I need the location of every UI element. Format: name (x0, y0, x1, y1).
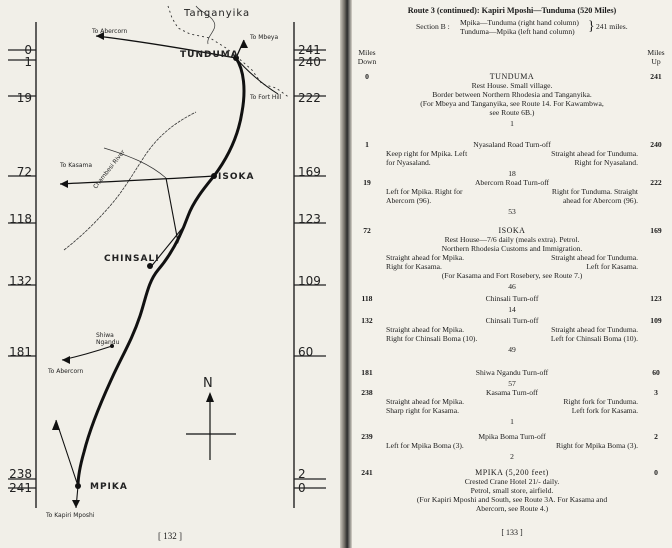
distance-to-next: 14 (508, 305, 516, 314)
entry-directions (352, 196, 672, 205)
entry-line: Abercorn, see Route 4.) (475, 504, 549, 513)
entry-name: TUNDUMA (489, 72, 535, 81)
direction-up: Right for Nyasaland. (574, 158, 638, 167)
book-gutter (340, 0, 352, 548)
col-left-header (354, 48, 380, 66)
mile-right-222: 222 (298, 91, 321, 105)
mile-left-118: 118 (9, 212, 32, 226)
route-title: Route 3 (continued): Kapiri Mposhi—Tunduma (520 Miles) (407, 6, 617, 15)
mile-left-0: 0 (24, 43, 32, 57)
mile-left-181: 181 (9, 345, 32, 359)
mile-left-241: 241 (9, 481, 32, 495)
entry-directions (352, 325, 672, 334)
mile-right-240: 240 (298, 55, 321, 69)
road-chinsali-loop (166, 178, 188, 242)
direction-down: Keep right for Mpika. Left (386, 149, 468, 158)
section-label: Section B : (416, 22, 450, 31)
label-shiwa-ngandu: Shiwa Ngandu (96, 332, 120, 346)
section-total: 241 miles. (596, 22, 628, 31)
entry-directions (352, 334, 672, 343)
entry-line: Crested Crane Hotel 21/- daily. (464, 477, 560, 486)
distance-to-next: 2 (510, 452, 514, 461)
direction-up: Right for Tunduma. Straight (551, 187, 638, 196)
direction-down: Left for Mpika Boma (3). (386, 441, 464, 450)
label-to-kapiri-mposhi: To Kapiri Mposhi (46, 512, 95, 519)
distance-to-next: 18 (508, 169, 516, 178)
entry-name: Abercorn Road Turn-off (474, 178, 550, 187)
miles-down: 0 (365, 72, 369, 81)
miles-up: 60 (652, 368, 660, 377)
mile-left-132: 132 (9, 274, 32, 288)
entry-name: Kasama Turn-off (486, 388, 538, 397)
direction-down: Right for Chinsali Boma (10). (386, 334, 478, 343)
miles-down: 239 (361, 432, 373, 441)
mile-left-1: 1 (24, 55, 32, 69)
miles-up: 222 (650, 178, 662, 187)
town-mpika: MPIKA (90, 482, 128, 492)
label-to-mbeya: To Mbeya (250, 34, 279, 41)
col-left-header-line1: Miles (358, 48, 376, 57)
entry-line: Border between Northern Rhodesia and Tanganyika. (432, 90, 592, 99)
miles-down: 1 (365, 140, 369, 149)
direction-up: Left for Kasama. (586, 262, 638, 271)
miles-up: 240 (650, 140, 662, 149)
distance-to-next: 53 (508, 207, 516, 216)
road-arrows (52, 32, 248, 508)
entry-line: (For Kapiri Mposhi and South, see Route 3A. For Kasama and (416, 495, 608, 504)
mile-right-241: 241 (298, 43, 321, 57)
distance-to-next: 1 (510, 119, 514, 128)
entry-line: (For Mbeya and Tanganyika, see Route 14. For Kawambwa, (420, 99, 604, 108)
direction-down: Straight ahead for Mpika. (386, 397, 465, 406)
entry-line: Rest House—7/6 daily (meals extra). Petrol. (444, 235, 580, 244)
route-entry (352, 388, 672, 426)
entry-name: Nyasaland Road Turn-off (473, 140, 551, 149)
entry-directions (352, 158, 672, 167)
route-text-page (352, 0, 672, 548)
direction-down: Abercorn (96). (386, 196, 432, 205)
entry-name: Chinsali Turn-off (485, 294, 539, 303)
entry-line: Rest House. Small village. (471, 81, 553, 90)
route-entry (352, 432, 672, 461)
label-chambesi-river: Chambesi River (92, 148, 127, 191)
section-line-1: Mpika—Tunduma (right hand column) (460, 18, 579, 27)
compass-icon (186, 400, 236, 460)
entry-directions (352, 149, 672, 158)
col-right-header-line1: Miles (647, 48, 665, 57)
mile-left-72: 72 (16, 165, 32, 179)
direction-down: Right for Kasama. (386, 262, 442, 271)
direction-up: Right for Mpika Boma (3). (555, 441, 638, 450)
direction-down: Straight ahead for Mpika. (386, 253, 465, 262)
direction-up: Left for Chinsali Boma (10). (550, 334, 638, 343)
entry-directions (352, 397, 672, 406)
direction-up: ahead for Abercorn (96). (562, 196, 638, 205)
entry-directions (352, 187, 672, 196)
mile-right-169: 169 (298, 165, 321, 179)
distance-to-next: 46 (508, 282, 516, 291)
miles-up: 2 (654, 432, 658, 441)
entry-line: see Route 6B.) (489, 108, 535, 117)
label-to-abercorn-bottom: To Abercorn (48, 368, 84, 375)
col-right-header-line2: Up (651, 57, 661, 66)
miles-up: 109 (650, 316, 662, 325)
miles-up: 169 (650, 226, 662, 235)
label-to-kasama: To Kasama (60, 162, 93, 169)
town-tunduma: TUNDUMA (180, 50, 239, 60)
distance-to-next: 49 (508, 345, 516, 354)
route-entry (352, 226, 672, 291)
entry-tail: (For Kasama and Fort Rosebery, see Route 7.) (441, 271, 583, 280)
road-to-kasama (60, 176, 214, 184)
route-entry (352, 368, 672, 388)
entry-name: Shiwa Ngandu Turn-off (475, 368, 549, 377)
direction-down: Left for Mpika. Right for (386, 187, 463, 196)
distance-to-next: 1 (510, 417, 514, 426)
route-entry (352, 140, 672, 178)
mile-right-60: 60 (298, 345, 314, 359)
miles-up: 3 (654, 388, 658, 397)
section-line-2: Tunduma—Mpika (left hand column) (460, 27, 575, 36)
mile-right-123: 123 (298, 212, 321, 226)
entry-name: ISOKA (498, 226, 526, 235)
route-entry (352, 294, 672, 314)
main-route-line (78, 58, 244, 486)
route-entry (352, 72, 672, 128)
mile-right-2: 2 (298, 467, 306, 481)
miles-down: 181 (361, 368, 373, 377)
direction-down: for Nyasaland. (386, 158, 431, 167)
miles-down: 132 (361, 316, 373, 325)
miles-up: 123 (650, 294, 662, 303)
miles-up: 241 (650, 72, 662, 81)
entry-directions (352, 253, 672, 262)
col-right-header (642, 48, 670, 66)
direction-up: Straight ahead for Tunduma. (551, 149, 638, 158)
mile-left-238: 238 (9, 467, 32, 481)
mile-left-19: 19 (16, 91, 32, 105)
miles-down: 19 (363, 178, 371, 187)
entry-directions (352, 406, 672, 415)
label-to-fort-hill: To Fort Hill (250, 94, 282, 101)
miles-down: 72 (363, 226, 371, 235)
mile-right-109: 109 (298, 274, 321, 288)
route-entry (352, 316, 672, 354)
town-isoka: ISOKA (218, 172, 255, 182)
miles-up: 0 (654, 468, 658, 477)
entry-directions (352, 441, 672, 450)
direction-down: Sharp right for Kasama. (386, 406, 459, 415)
town-chinsali: CHINSALI (104, 254, 160, 264)
label-to-abercorn-top: To Abercorn (92, 28, 128, 35)
direction-down: Straight ahead for Mpika. (386, 325, 465, 334)
entry-line: Petrol, small store, airfield. (470, 486, 554, 495)
route-entry (352, 468, 672, 513)
page-number-left: [ 132 ] (158, 531, 182, 541)
page-number-right: [ 133 ] (501, 528, 523, 537)
section-box (352, 20, 672, 40)
distance-to-next: 57 (508, 379, 516, 388)
entry-line: Northern Rhodesia Customs and Immigration. (441, 244, 583, 253)
compass-north-label: N (203, 376, 213, 391)
direction-up: Left fork for Kasama. (571, 406, 638, 415)
miles-down: 118 (361, 294, 373, 303)
direction-up: Straight ahead for Tunduma. (551, 253, 638, 262)
entry-name: MPIKA (5,200 feet) (475, 468, 549, 477)
direction-up: Right fork for Tunduma. (563, 397, 638, 406)
col-left-header-line2: Down (357, 57, 377, 66)
country-label: Tanganyika (184, 8, 251, 19)
entry-directions (352, 262, 672, 271)
direction-up: Straight ahead for Tunduma. (551, 325, 638, 334)
entry-name: Mpika Boma Turn-off (478, 432, 546, 441)
miles-down: 238 (361, 388, 373, 397)
section-brace: } (588, 19, 595, 34)
miles-down: 241 (361, 468, 373, 477)
entry-name: Chinsali Turn-off (485, 316, 539, 325)
mile-right-0: 0 (298, 481, 306, 495)
route-entry (352, 178, 672, 216)
